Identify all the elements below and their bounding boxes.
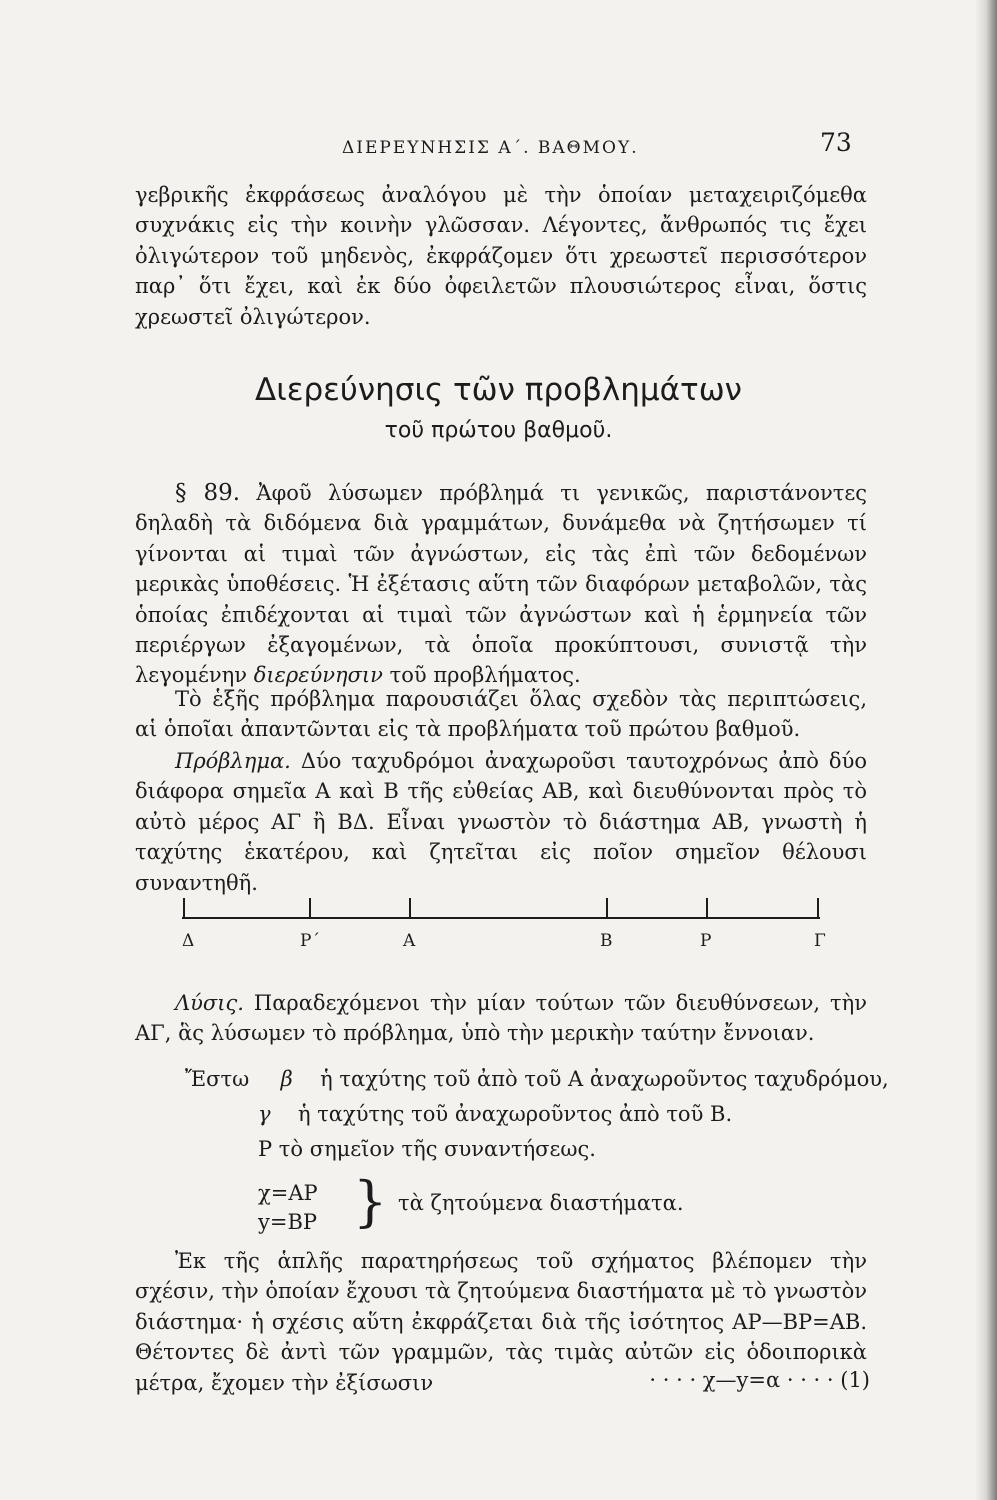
section-paragraph (135, 478, 867, 691)
line-diagram (170, 888, 830, 968)
intro-paragraph: γεβρικῆς ἐκφράσεως ἀναλόγου μὲ τὴν ὁποίαν μεταχειριζόμεθα συχνάκις εἰς τὴν κοινὴν γλῶσσαν. Λέγοντες, ἄνθρωπός τις ἔχει ὀλιγώτερον τοῦ μηδενὸς, ἐκφράζομεν ὅτι χρεωστεῖ περισσότερον παρ᾿ ὅτι ἔχει, καὶ ἐκ δύο ὀφειλετῶν πλουσιώτερος εἶναι, ὅστις χρεωστεῖ ὀλιγώτερον. (135, 183, 867, 329)
solution-line-3: Ρ τὸ σημεῖον τῆς συναντήσεως. (258, 1137, 596, 1161)
problem-label: Πρόβλημα. (175, 749, 291, 773)
label-r: Ρ (700, 931, 712, 951)
page-number: 73 (820, 128, 852, 157)
solution-paragraph (135, 988, 867, 1049)
next-paragraph: Τὸ ἑξῆς πρόβλημα παρουσιάζει ὅλας σχεδὸν τὰς περιπτώσεις, αἱ ὁποῖαι ἀπαντῶνται εἰς τὰ προβλήματα τοῦ πρώτου βαθμοῦ. (135, 687, 867, 742)
section-subtitle: τοῦ πρώτου βαθμοῦ. (384, 418, 613, 443)
final-paragraph: Ἐκ τῆς ἁπλῆς παρατηρήσεως τοῦ σχήματος βλέπομεν τὴν σχέσιν, τὴν ὁποίαν ἔχουσι τὰ ζητούμενα διαστήματα μὲ τὸ γνωστὸν διάστημα· ἡ σχέσις αὕτη ἐκφράζεται διὰ τῆς ἰσότητος ΑΡ—ΒΡ=ΑΒ. Θέτοντες δὲ ἀντὶ τῶν γραμμῶν, τὰς τιμὰς αὐτῶν εἰς ὁδοιπορικὰ μέτρα, ἔχομεν τὴν ἐξίσωσιν (135, 1249, 867, 1395)
solution-label: Λύσις. (175, 991, 244, 1015)
equation-note: τὰ ζητούμενα διαστήματα. (398, 1191, 684, 1215)
diagram-svg (170, 888, 830, 968)
page-edge-shadow (975, 0, 997, 1500)
line2-text: ἡ ταχύτης τοῦ ἀναχωροῦντος ἀπὸ τοῦ Β. (297, 1102, 733, 1126)
label-delta: Δ (182, 931, 195, 951)
symbol-gamma: γ (258, 1102, 271, 1126)
line1-text: ἡ ταχύτης τοῦ ἀπὸ τοῦ Α ἀναχωροῦντος ταχυδρόμου, (320, 1067, 889, 1091)
running-title: ΔΙΕΡΕΥΝΗΣΙΣ Α΄. ΒΑΘΜΟΥ. (342, 138, 639, 158)
label-a: Α (403, 931, 416, 951)
final-equation: · · · · χ—y=α · · · · (1) (649, 1368, 870, 1392)
label-r-prime: Ρ΄ (300, 931, 320, 951)
label-gamma: Γ (814, 931, 826, 951)
section-text: Ἀφοῦ λύσωμεν πρόβλημά τι γενικῶς, παριστάνοντες δηλαδὴ τὰ διδόμενα διὰ γραμμάτων, δυνάμεθα νὰ ζητήσωμεν τί γίνονται αἱ τιμαὶ τῶν ἀγνώστων, εἰς τὰς ἐπὶ τῶν δεδομένων μερικὰς ὑποθέσεις. Ἡ ἐξέτασις αὕτη τῶν διαφόρων μεταβολῶν, τὰς ὁποίας ἐπιδέχονται αἱ τιμαὶ τῶν ἀγνώστων καὶ ἡ ἑρμηνεία τῶν περιέργων ἐξαγομένων, τὰ ὁποῖα προκύπτουσι, συνιστᾷ τὴν λεγομένην (135, 481, 868, 688)
label-b: Β (600, 931, 613, 951)
running-header (0, 128, 997, 168)
problem-text: Δύο ταχυδρόμοι ἀναχωροῦσι ταυτοχρόνως ἀπὸ δύο διάφορα σημεῖα Α καὶ Β τῆς εὐθείας ΑΒ, καὶ διευθύνονται πρὸς τὸ αὐτὸ μέρος ΑΓ ἢ ΒΔ. Εἶναι γνωστὸν τὸ διάστημα ΑΒ, γνωστὴ ἡ ταχύτης ἑκατέρου, καὶ ζητεῖται εἰς ποῖον σημεῖον θέλουσι συναντηθῆ. (135, 749, 867, 895)
italic-term: διερεύνησιν (253, 663, 383, 688)
problem-paragraph (135, 746, 867, 898)
solution-line-2 (258, 1099, 732, 1129)
equation-y: y=ΒΡ (258, 1210, 318, 1234)
section-title: Διερεύνησις τῶν προβλημάτων (255, 372, 742, 408)
section-tail: τοῦ προβλήματος. (389, 663, 581, 688)
symbol-beta: β (280, 1067, 293, 1091)
equation-x: χ=ΑΡ (258, 1181, 318, 1205)
let-word: Ἔστω (185, 1067, 250, 1091)
equation-brace: } (353, 1170, 388, 1233)
solution-text: Παραδεχόμενοι τὴν μίαν τούτων τῶν διευθύνσεων, τὴν ΑΓ, ἃς λύσωμεν τὸ πρόβλημα, ὑπὸ τὴν μερικὴν ταύτην ἔννοιαν. (135, 991, 867, 1046)
solution-line-1 (185, 1064, 889, 1094)
section-number: § 89. (175, 480, 241, 506)
